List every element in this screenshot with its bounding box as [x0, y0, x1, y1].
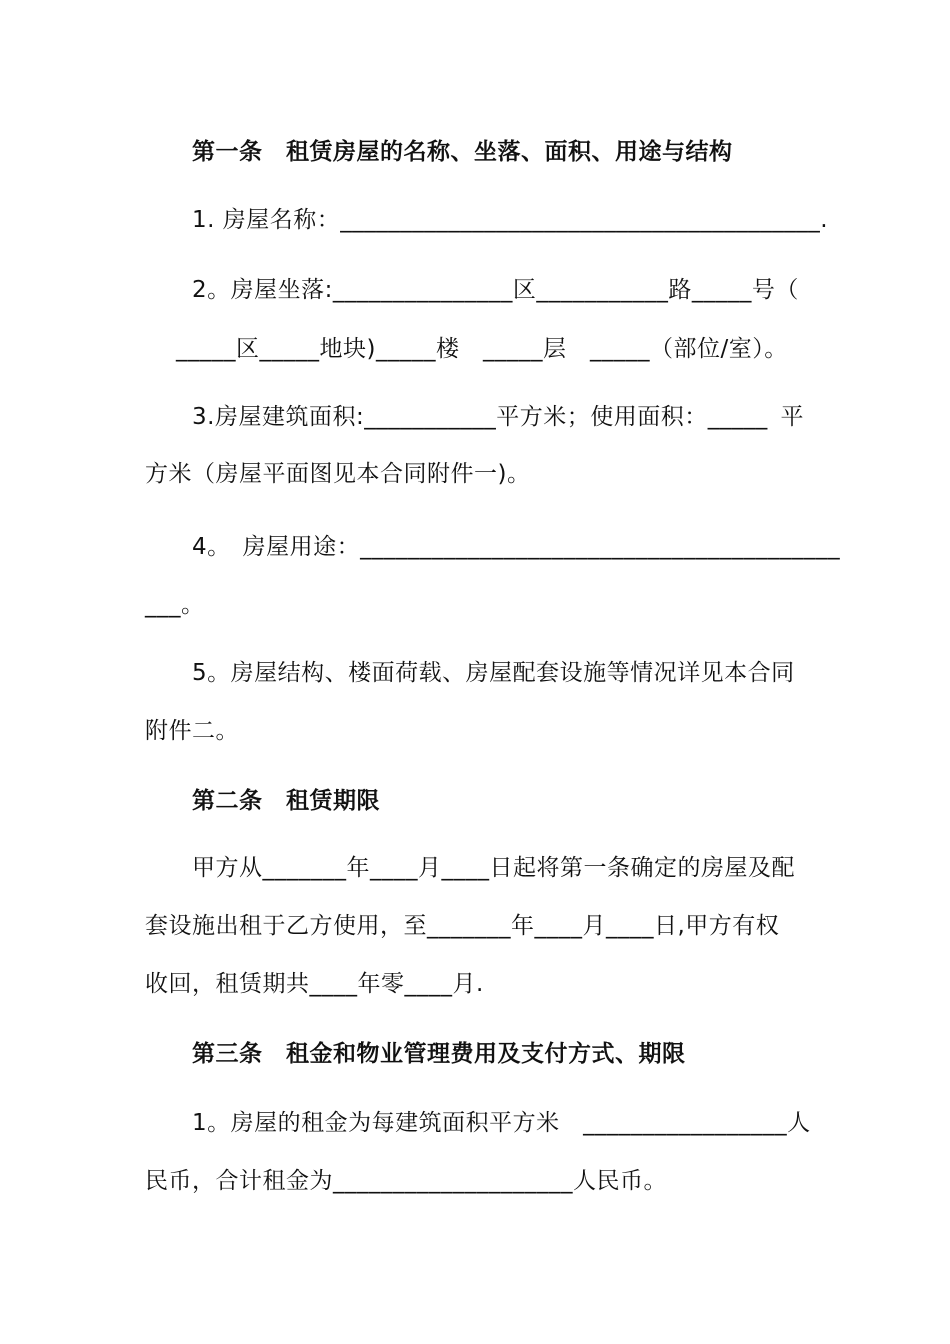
article-3-heading: 第三条 租金和物业管理费用及支付方式、期限 [192, 1041, 686, 1067]
article-2-line-2: 套设施出租于乙方使用，至_______年____月____日,甲方有权 [145, 913, 780, 939]
article-3-item-1-line-2: 民币，合计租金为____________________人民币。 [145, 1168, 667, 1194]
article-1-item-3-line-1 [192, 401, 804, 433]
article-1-heading: 第一条 租赁房屋的名称、坐落、面积、用途与结构 [192, 139, 733, 165]
article-1-item-3-text: 3.房屋建筑面积:___________平方米；使用面积：_____ [192, 404, 768, 430]
article-1-item-2-line-2: _____区_____地块)_____楼 _____层 _____（部位/室）。 [176, 336, 788, 362]
article-1-item-4-line-2: ___。 [145, 592, 205, 618]
article-3-item-1-end: 人 [787, 1110, 811, 1136]
article-3-item-1-line-1 [192, 1107, 811, 1139]
article-1-item-3-line-2: 方米（房屋平面图见本合同附件一)。 [145, 461, 531, 487]
article-1-item-5-line-1: 5。房屋结构、楼面荷载、房屋配套设施等情况详见本合同 [192, 660, 795, 686]
article-1-item-1: 1. 房屋名称：________________________________________. [192, 207, 829, 233]
article-1-item-3-end: 平 [780, 404, 804, 430]
article-2-heading: 第二条 租赁期限 [192, 788, 380, 814]
article-2-line-3: 收回，租赁期共____年零____月. [145, 971, 484, 997]
article-1-item-2-line-1: 2。房屋坐落:_______________区___________路_____号（ [192, 277, 799, 303]
article-3-item-1-text: 1。房屋的租金为每建筑面积平方米 _________________ [192, 1110, 788, 1136]
article-1-item-4-line-1: 4。 房屋用途：________________________________________ [192, 534, 841, 560]
article-1-item-5-line-2: 附件二。 [145, 718, 239, 744]
article-2-line-1: 甲方从_______年____月____日起将第一条确定的房屋及配 [192, 855, 795, 881]
